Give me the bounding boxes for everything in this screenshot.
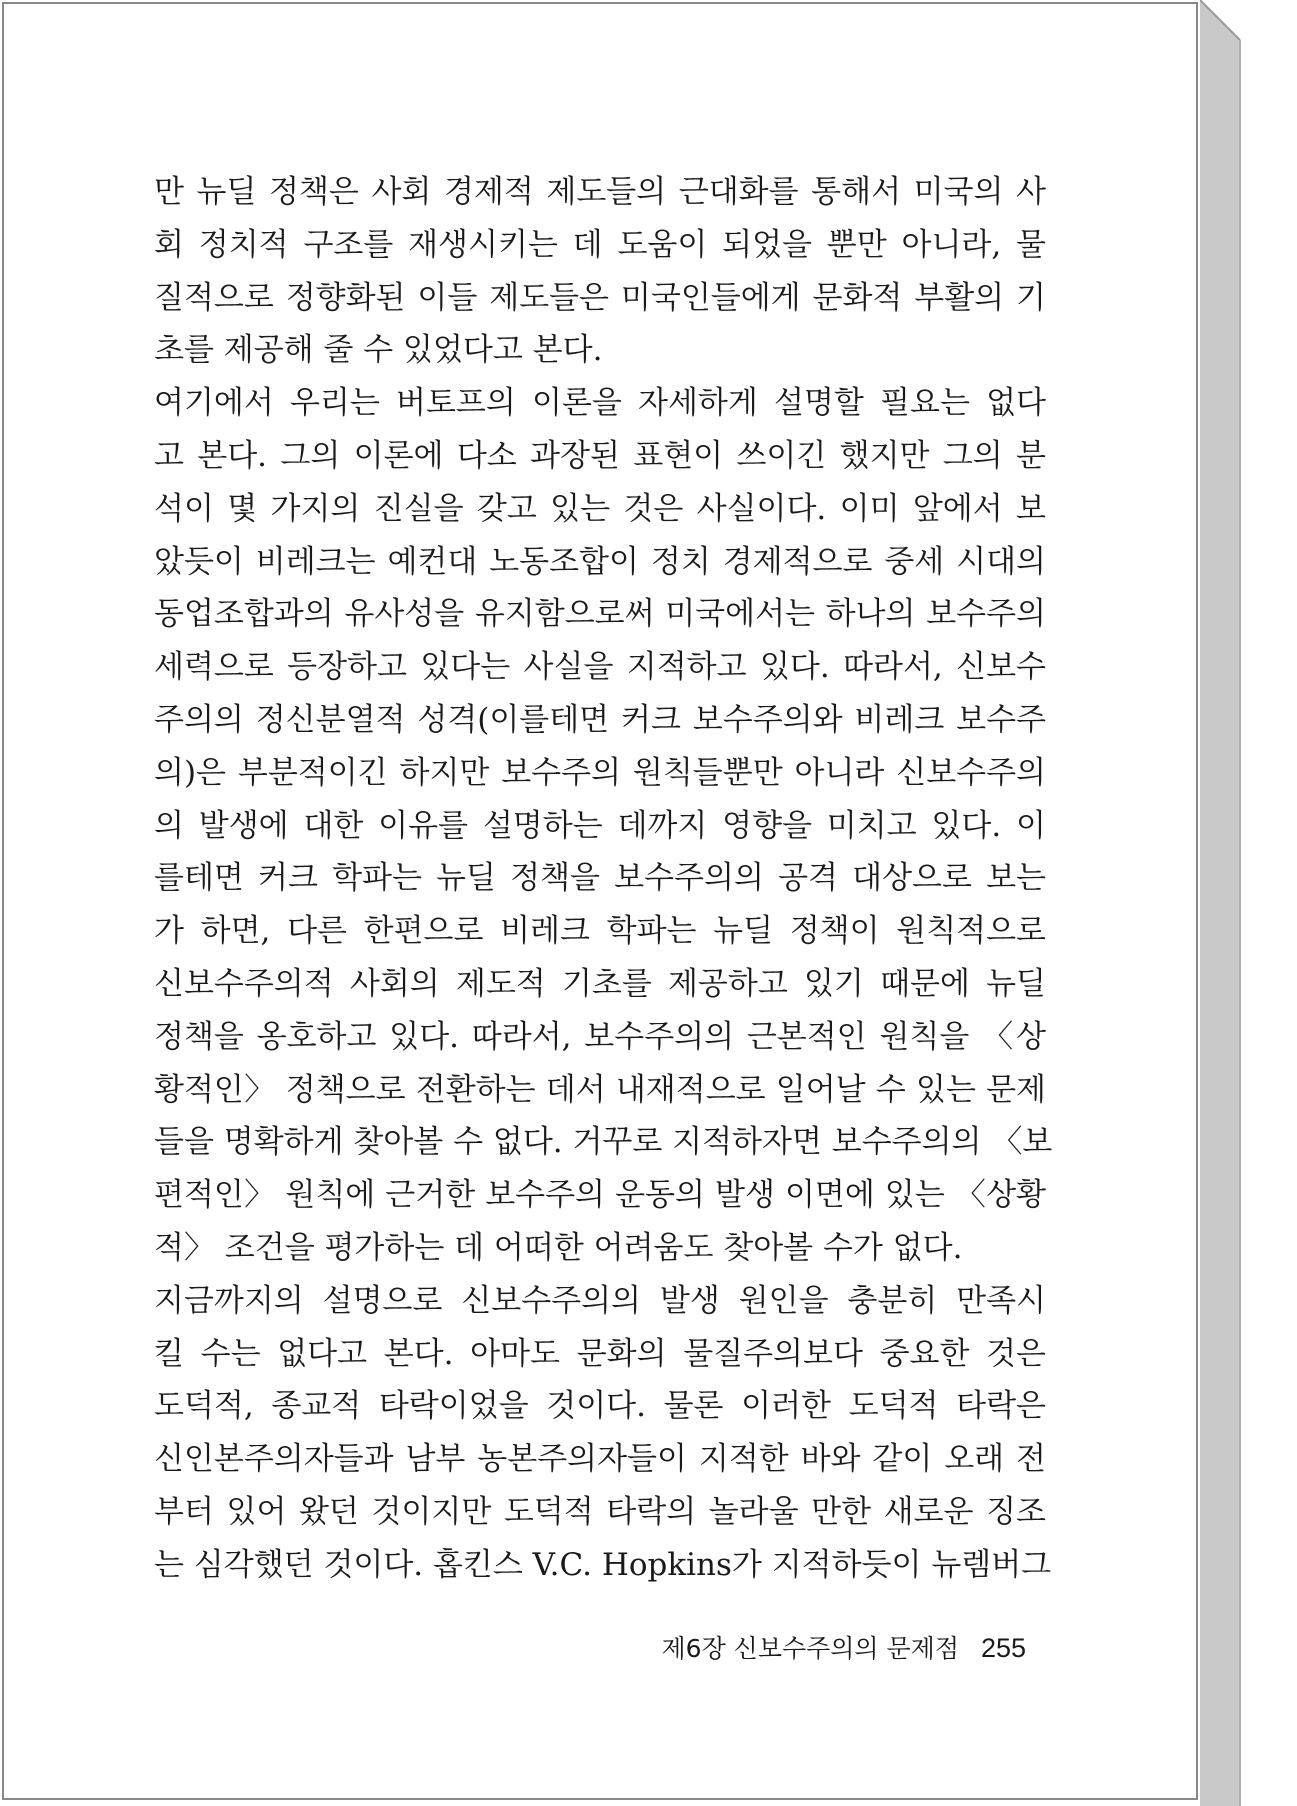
text-line: 주의의 정신분열적 성격(이를테면 커크 보수주의와 비레크 보수주 bbox=[154, 701, 1046, 738]
text-line: 킬 수는 없다고 본다. 아마도 문화의 물질주의보다 중요한 것은 bbox=[154, 1335, 1046, 1372]
text-line: 들을 명확하게 찾아볼 수 없다. 거꾸로 지적하자면 보수주의의 〈보 bbox=[154, 1124, 1053, 1161]
text-line: 고 본다. 그의 이론에 다소 과장된 표현이 쓰이긴 했지만 그의 분 bbox=[154, 437, 1046, 474]
text-line: 의 발생에 대한 이유를 설명하는 데까지 영향을 미치고 있다. 이 bbox=[154, 807, 1046, 844]
text-line: 적〉 조건을 평가하는 데 어떠한 어려움도 찾아볼 수가 없다. bbox=[154, 1229, 963, 1266]
book-spine bbox=[1200, 0, 1297, 1806]
paragraph bbox=[154, 166, 1046, 377]
text-line: 질적으로 정향화된 이들 제도들은 미국인들에게 문화적 부활의 기 bbox=[154, 279, 1046, 316]
text-line: 가 하면, 다른 한편으로 비레크 학파는 뉴딜 정책이 원칙적으로 bbox=[154, 913, 1046, 950]
page-number: 255 bbox=[980, 1633, 1026, 1663]
text-line: 세력으로 등장하고 있다는 사실을 지적하고 있다. 따라서, 신보수 bbox=[154, 649, 1046, 686]
body-text bbox=[154, 166, 1053, 1592]
text-line: 황적인〉 정책으로 전환하는 데서 내재적으로 일어날 수 있는 문제 bbox=[154, 1071, 1046, 1108]
text-line: 지금까지의 설명으로 신보수주의의 발생 원인을 충분히 만족시 bbox=[154, 1282, 1046, 1319]
paragraph bbox=[154, 1275, 1052, 1592]
text-line: 회 정치적 구조를 재생시키는 데 도움이 되었을 뿐만 아니라, 물 bbox=[154, 226, 1046, 263]
book-spine-shade bbox=[1240, 40, 1297, 1806]
text-line: 를테면 커크 학파는 뉴딜 정책을 보수주의의 공격 대상으로 보는 bbox=[154, 860, 1046, 897]
text-line: 동업조합과의 유사성을 유지함으로써 미국에서는 하나의 보수주의 bbox=[154, 596, 1046, 633]
text-line: 았듯이 비레크는 예컨대 노동조합이 정치 경제적으로 중세 시대의 bbox=[154, 543, 1046, 580]
text-line: 여기에서 우리는 버토프의 이론을 자세하게 설명할 필요는 없다 bbox=[154, 385, 1046, 422]
running-footer-chapter: 제6장 신보수주의의 문제점 bbox=[661, 1634, 959, 1663]
text-line: 초를 제공해 줄 수 있었다고 본다. bbox=[154, 332, 603, 369]
text-line: 정책을 옹호하고 있다. 따라서, 보수주의의 근본적인 원칙을 〈상 bbox=[154, 1018, 1046, 1055]
text-line: 는 심각했던 것이다. 홉킨스 V.C. Hopkins가 지적하듯이 뉴렘버그 bbox=[154, 1546, 1052, 1583]
text-line: 만 뉴딜 정책은 사회 경제적 제도들의 근대화를 통해서 미국의 사 bbox=[154, 174, 1046, 210]
page bbox=[2, 2, 1198, 1800]
book-spine-face bbox=[1200, 0, 1240, 1806]
text-line: 부터 있어 왔던 것이지만 도덕적 타락의 놀라울 만한 새로운 징조 bbox=[154, 1493, 1046, 1530]
paragraph bbox=[154, 377, 1053, 1275]
text-line: 편적인〉 원칙에 근거한 보수주의 운동의 발생 이면에 있는 〈상황 bbox=[154, 1177, 1046, 1214]
text-line: 신인본주의자들과 남부 농본주의자들이 지적한 바와 같이 오래 전 bbox=[154, 1441, 1046, 1478]
text-line: 신보수주의적 사회의 제도적 기초를 제공하고 있기 때문에 뉴딜 bbox=[154, 965, 1046, 1002]
text-line: 석이 몇 가지의 진실을 갖고 있는 것은 사실이다. 이미 앞에서 보 bbox=[154, 490, 1046, 527]
text-line: 의)은 부분적이긴 하지만 보수주의 원칙들뿐만 아니라 신보수주의 bbox=[154, 754, 1046, 791]
text-line: 도덕적, 종교적 타락이었을 것이다. 물론 이러한 도덕적 타락은 bbox=[154, 1388, 1046, 1425]
page-footer bbox=[662, 1629, 1026, 1665]
